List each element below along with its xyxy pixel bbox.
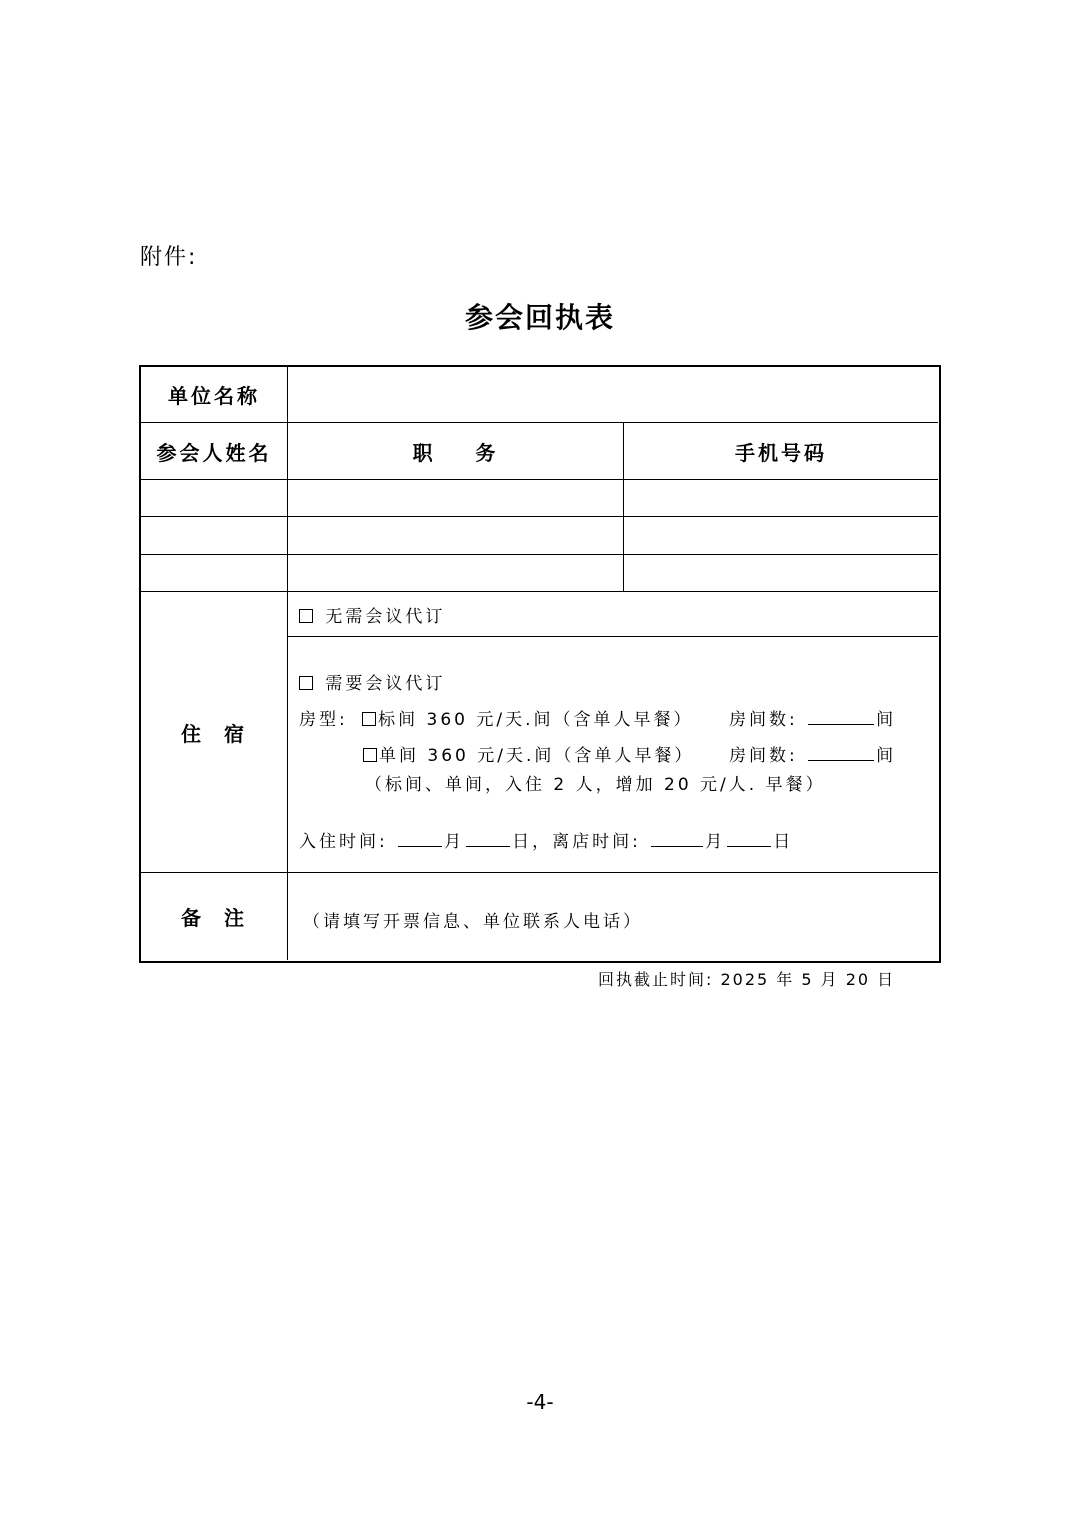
unit-name-field[interactable] [288,367,938,422]
reply-deadline: 回执截止时间: 2025 年 5 月 20 日 [598,970,896,989]
need-booking-option[interactable] [299,669,445,694]
remarks-label: 备 注 [181,906,247,930]
position-cell[interactable] [288,517,623,554]
attendee-name-cell[interactable] [141,555,287,591]
phone-cell[interactable] [624,480,938,516]
checkbox-icon[interactable] [362,712,376,726]
standard-room-option: 标间 360 元/天.间（含单人早餐） [378,710,694,730]
checkbox-icon[interactable] [363,748,377,762]
extra-guest-note: （标间、单间，入住 2 人，增加 20 元/人. 早餐） [365,775,826,795]
attendee-name-cell[interactable] [141,480,287,516]
checkin-month-blank[interactable] [398,828,442,847]
row-divider [287,636,938,637]
day-label: 日 [773,832,794,852]
day-label: 日， [512,832,553,852]
phone-header: 手机号码 [735,440,827,465]
phone-cell[interactable] [624,555,938,591]
room-unit: 间 [876,746,897,766]
remarks-text[interactable]: （请填写开票信息、单位联系人电话） [303,912,643,932]
room-unit: 间 [876,710,897,730]
room-count-blank[interactable] [808,742,874,761]
checkin-label: 入住时间: [299,832,388,852]
room-count-label: 房间数: [729,710,798,730]
attachment-label: 附件: [140,245,198,270]
attendee-name-header: 参会人姓名 [156,440,272,465]
checkout-month-blank[interactable] [651,828,703,847]
room-count-label: 房间数: [729,746,798,766]
page-number: -4- [526,1390,554,1414]
room-type-label: 房型: [299,710,348,730]
checkout-label: 离店时间: [552,832,641,852]
month-label: 月 [444,832,465,852]
no-booking-option[interactable] [299,602,445,627]
single-room-option: 单间 360 元/天.间（含单人早餐） [379,746,695,766]
stay-dates-line [299,827,793,852]
phone-cell[interactable] [624,517,938,554]
room-count-blank[interactable] [808,706,874,725]
single-room-count [729,741,896,766]
registration-form-table [139,365,941,963]
checkin-day-blank[interactable] [466,828,510,847]
form-title: 参会回执表 [464,301,615,334]
standard-room-line [299,705,694,730]
checkbox-icon[interactable] [299,609,313,623]
month-label: 月 [705,832,726,852]
single-room-line [363,741,694,766]
position-cell[interactable] [288,480,623,516]
no-booking-label: 无需会议代订 [325,607,446,627]
standard-room-count [729,705,896,730]
position-cell[interactable] [288,555,623,591]
checkout-day-blank[interactable] [727,828,771,847]
unit-name-label: 单位名称 [168,384,260,408]
lodging-label: 住 宿 [181,721,247,746]
need-booking-label: 需要会议代订 [325,674,446,694]
checkbox-icon[interactable] [299,676,313,690]
position-header: 职 务 [412,440,499,465]
attendee-name-cell[interactable] [141,517,287,554]
